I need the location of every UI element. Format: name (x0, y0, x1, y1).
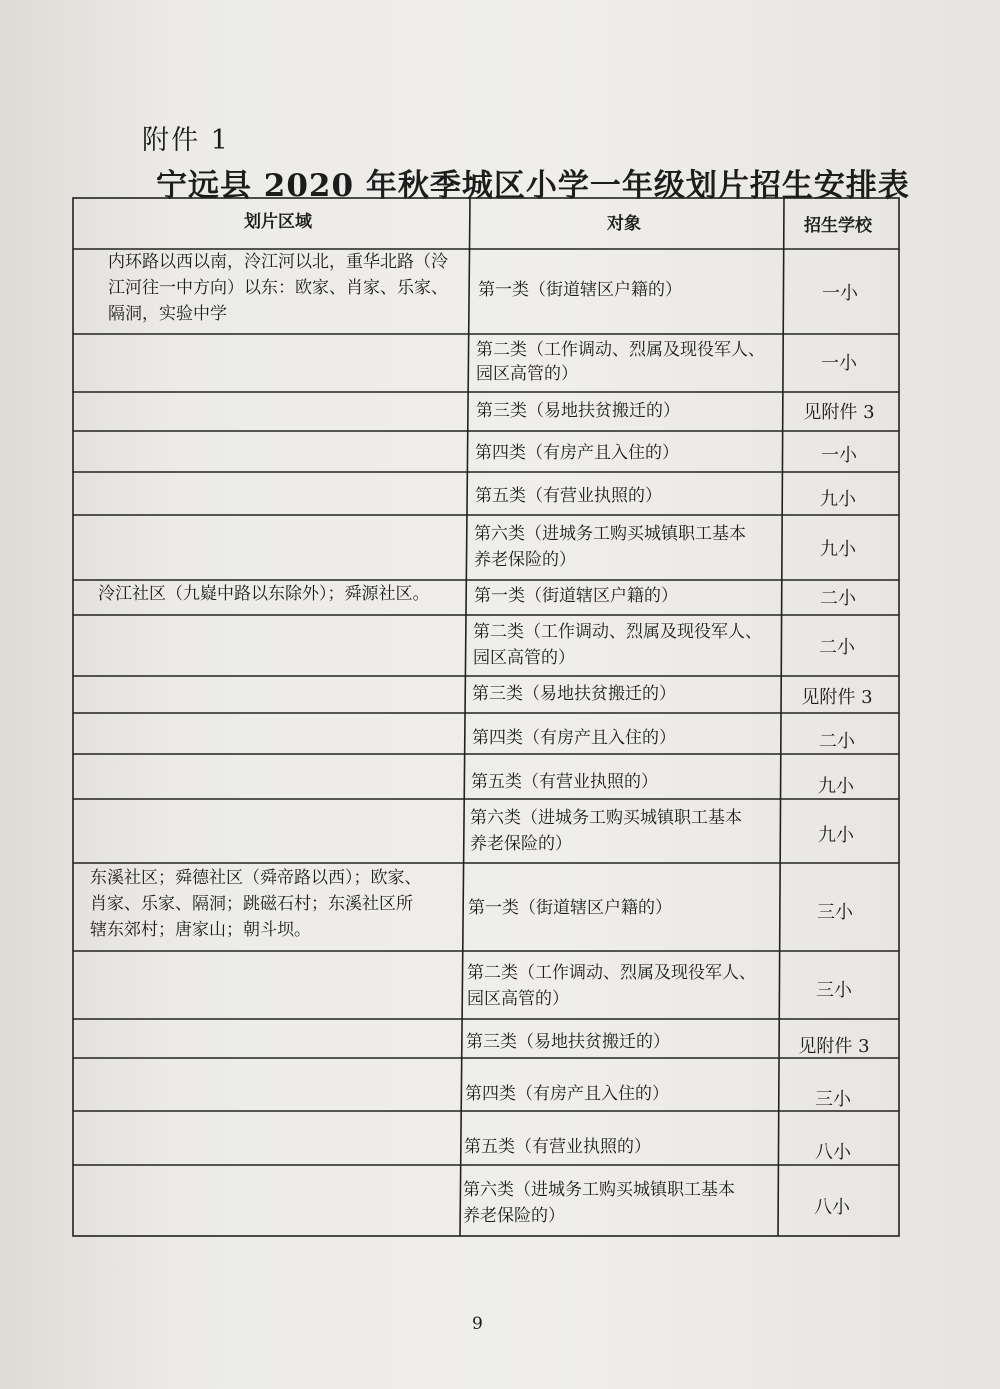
row-12-school: 九小 (818, 825, 854, 846)
row-1-target: 第一类（街道辖区户籍的） (478, 280, 682, 300)
row-16-school: 三小 (815, 1089, 851, 1110)
zone-3-line-3: 辖东郊村；唐家山；朝斗坝。 (90, 920, 311, 940)
attachment-label: 附件 1 (142, 125, 230, 156)
header-zone: 划片区域 (244, 212, 312, 232)
row-13-target: 第一类（街道辖区户籍的） (468, 898, 672, 918)
row-18-target-line-2: 养老保险的） (463, 1206, 565, 1226)
row-5-target: 第五类（有营业执照的） (475, 486, 662, 506)
row-11-school: 九小 (818, 776, 854, 797)
row-1-school: 一小 (822, 283, 858, 304)
row-7-school: 二小 (820, 588, 856, 609)
zone-3-line-1: 东溪社区；舜德社区（舜帝路以西）；欧家、 (90, 868, 422, 888)
enrollment-table (72, 197, 900, 1237)
row-18-target-line-1: 第六类（进城务工购买城镇职工基本 (463, 1180, 735, 1200)
row-17-school: 八小 (815, 1142, 851, 1163)
row-3-target: 第三类（易地扶贫搬迁的） (476, 401, 680, 421)
zone-1-line-2: 江河往一中方向）以东：欧家、肖家、乐家、 (108, 278, 448, 298)
row-15-school: 见附件 3 (798, 1036, 870, 1057)
row-8-target-line-2: 园区高管的） (473, 648, 575, 668)
row-13-school: 三小 (817, 902, 853, 923)
row-5-school: 九小 (820, 489, 856, 510)
row-11-target: 第五类（有营业执照的） (471, 772, 658, 792)
header-school: 招生学校 (804, 216, 872, 236)
zone-2-line-1: 泠江社区（九嶷中路以东除外）；舜源社区。 (98, 584, 430, 604)
row-15-target: 第三类（易地扶贫搬迁的） (466, 1032, 670, 1052)
row-10-target: 第四类（有房产且入住的） (472, 728, 676, 748)
row-2-target-line-1: 第二类（工作调动、烈属及现役军人、 (476, 340, 765, 360)
row-10-school: 二小 (819, 731, 855, 752)
row-12-target-line-1: 第六类（进城务工购买城镇职工基本 (470, 808, 742, 828)
row-14-target-line-2: 园区高管的） (467, 989, 569, 1009)
row-7-target: 第一类（街道辖区户籍的） (474, 586, 678, 606)
row-4-target: 第四类（有房产且入住的） (475, 443, 679, 463)
document-title: 宁远县 2020 年秋季城区小学一年级划片招生安排表 (156, 168, 910, 204)
row-14-school: 三小 (816, 980, 852, 1001)
row-4-school: 一小 (821, 445, 857, 466)
row-2-school: 一小 (821, 353, 857, 374)
row-12-target-line-2: 养老保险的） (470, 834, 572, 854)
row-6-target-line-1: 第六类（进城务工购买城镇职工基本 (474, 524, 746, 544)
row-18-school: 八小 (814, 1197, 850, 1218)
row-9-target: 第三类（易地扶贫搬迁的） (472, 684, 676, 704)
row-2-target-line-2: 园区高管的） (476, 364, 578, 384)
row-8-school: 二小 (819, 637, 855, 658)
zone-3-line-2: 肖家、乐家、隔洞；跳磁石村；东溪社区所 (90, 894, 413, 914)
row-9-school: 见附件 3 (801, 687, 873, 708)
row-3-school: 见附件 3 (803, 402, 875, 423)
row-6-school: 九小 (820, 539, 856, 560)
header-target: 对象 (607, 214, 641, 234)
page-number: 9 (472, 1314, 483, 1334)
row-17-target: 第五类（有营业执照的） (464, 1137, 651, 1157)
row-8-target-line-1: 第二类（工作调动、烈属及现役军人、 (473, 622, 762, 642)
zone-1-line-1: 内环路以西以南，泠江河以北，重华北路（泠 (108, 252, 448, 272)
row-14-target-line-1: 第二类（工作调动、烈属及现役军人、 (467, 963, 756, 983)
row-6-target-line-2: 养老保险的） (474, 550, 576, 570)
row-16-target: 第四类（有房产且入住的） (465, 1084, 669, 1104)
zone-1-line-3: 隔洞，实验中学 (108, 304, 227, 324)
